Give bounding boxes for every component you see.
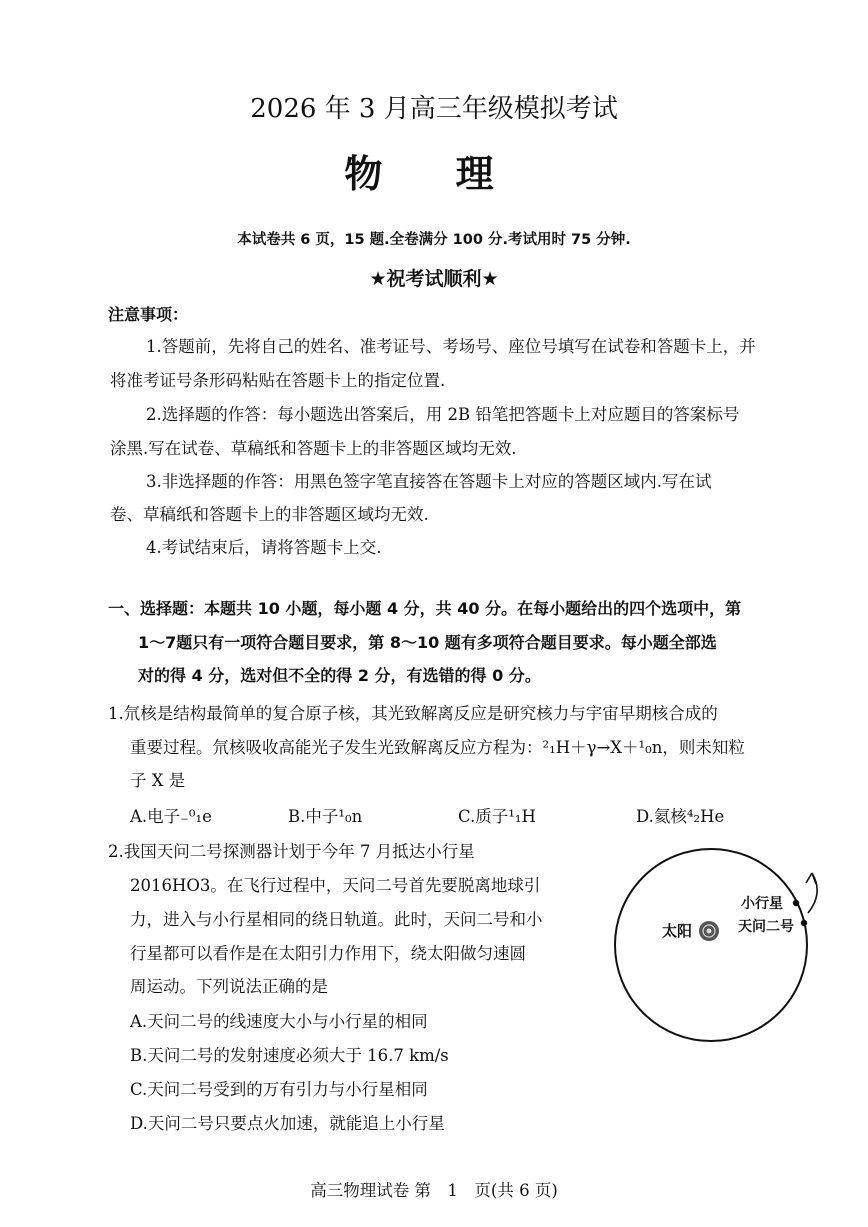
notice-line: 涂黑.写在试卷、草稿纸和答题卡上的非答题区域均无效.: [110, 439, 517, 458]
asteroid-label: 小行星: [741, 896, 783, 912]
exam-title: 2026 年 3 月高三年级模拟考试: [250, 94, 618, 124]
probe-label: 天问二号: [738, 919, 794, 935]
section-instruction: 一、选择题：本题共 10 小题，每小题 4 分，共 40 分。在每小题给出的四个选项中，第: [108, 599, 742, 618]
sun-label: 太阳: [662, 922, 693, 940]
question-2-stem: 行星都可以看作是在太阳引力作用下，绕太阳做匀速圆: [130, 944, 526, 963]
question-2-option-c: C.天问二号受到的万有引力与小行星相同: [130, 1080, 428, 1099]
page-footer: 高三物理试卷 第 1 页(共 6 页): [310, 1181, 558, 1200]
notice-line: 卷、草稿纸和答题卡上的非答题区域均无效.: [110, 505, 429, 524]
question-1-option-a: A.电子₋⁰₁e: [130, 807, 212, 826]
question-1-option-b: B.中子¹₀n: [288, 807, 363, 826]
question-2-stem: 周运动。下列说法正确的是: [130, 977, 328, 996]
notice-line: 2.选择题的作答：每小题选出答案后，用 2B 铅笔把答题卡上对应题目的答案标号: [146, 405, 740, 424]
question-2-option-a: A.天问二号的线速度大小与小行星的相同: [130, 1012, 428, 1031]
question-1-option-d: D.氦核⁴₂He: [636, 807, 725, 826]
question-1-stem: 重要过程。氘核吸收高能光子发生光致解离反应方程为：²₁H＋γ→X＋¹₀n，则未知粒: [130, 738, 745, 757]
question-1-stem: 子 X 是: [130, 771, 186, 790]
question-1-option-c: C.质子¹₁H: [458, 807, 536, 826]
orbit-circle: [615, 849, 807, 1041]
question-2-stem: 2.我国天问二号探测器计划于今年 7 月抵达小行星: [108, 842, 475, 861]
question-2-option-b: B.天问二号的发射速度必须大于 16.7 km/s: [130, 1046, 449, 1065]
direction-arrow-icon: [806, 873, 817, 913]
probe-dot: [801, 920, 807, 926]
notice-line: 将准考证号条形码粘贴在答题卡上的指定位置.: [110, 371, 446, 390]
orbit-diagram: [600, 833, 860, 1073]
question-2-option-d: D.天问二号只要点火加速，就能追上小行星: [130, 1114, 445, 1133]
question-1-stem: 1.氘核是结构最简单的复合原子核，其光致解离反应是研究核力与宇宙早期核合成的: [108, 704, 718, 723]
blessing-banner: ★祝考试顺利★: [369, 268, 499, 290]
sun-icon: [699, 921, 719, 941]
asteroid-dot: [793, 900, 799, 906]
question-2-stem: 2016HO3。在飞行过程中，天问二号首先要脱离地球引: [130, 876, 541, 895]
exam-info: 本试卷共 6 页，15 题.全卷满分 100 分.考试用时 75 分钟.: [237, 232, 631, 248]
subject-title: 物 理: [344, 151, 524, 196]
section-instruction: 对的得 4 分，选对但不全的得 2 分，有选错的得 0 分。: [138, 666, 541, 685]
question-2-stem: 力，进入与小行星相同的绕日轨道。此时，天问二号和小: [130, 910, 543, 929]
notice-line: 1.答题前，先将自己的姓名、准考证号、考场号、座位号填写在试卷和答题卡上，并: [146, 337, 756, 356]
notice-line: 4.考试结束后，请将答题卡上交.: [146, 538, 382, 557]
notice-heading: 注意事项：: [108, 305, 189, 324]
notice-line: 3.非选择题的作答：用黑色签字笔直接答在答题卡上对应的答题区域内.写在试: [146, 472, 712, 491]
section-instruction: 1～7题只有一项符合题目要求，第 8～10 题有多项符合题目要求。每小题全部选: [138, 633, 717, 652]
